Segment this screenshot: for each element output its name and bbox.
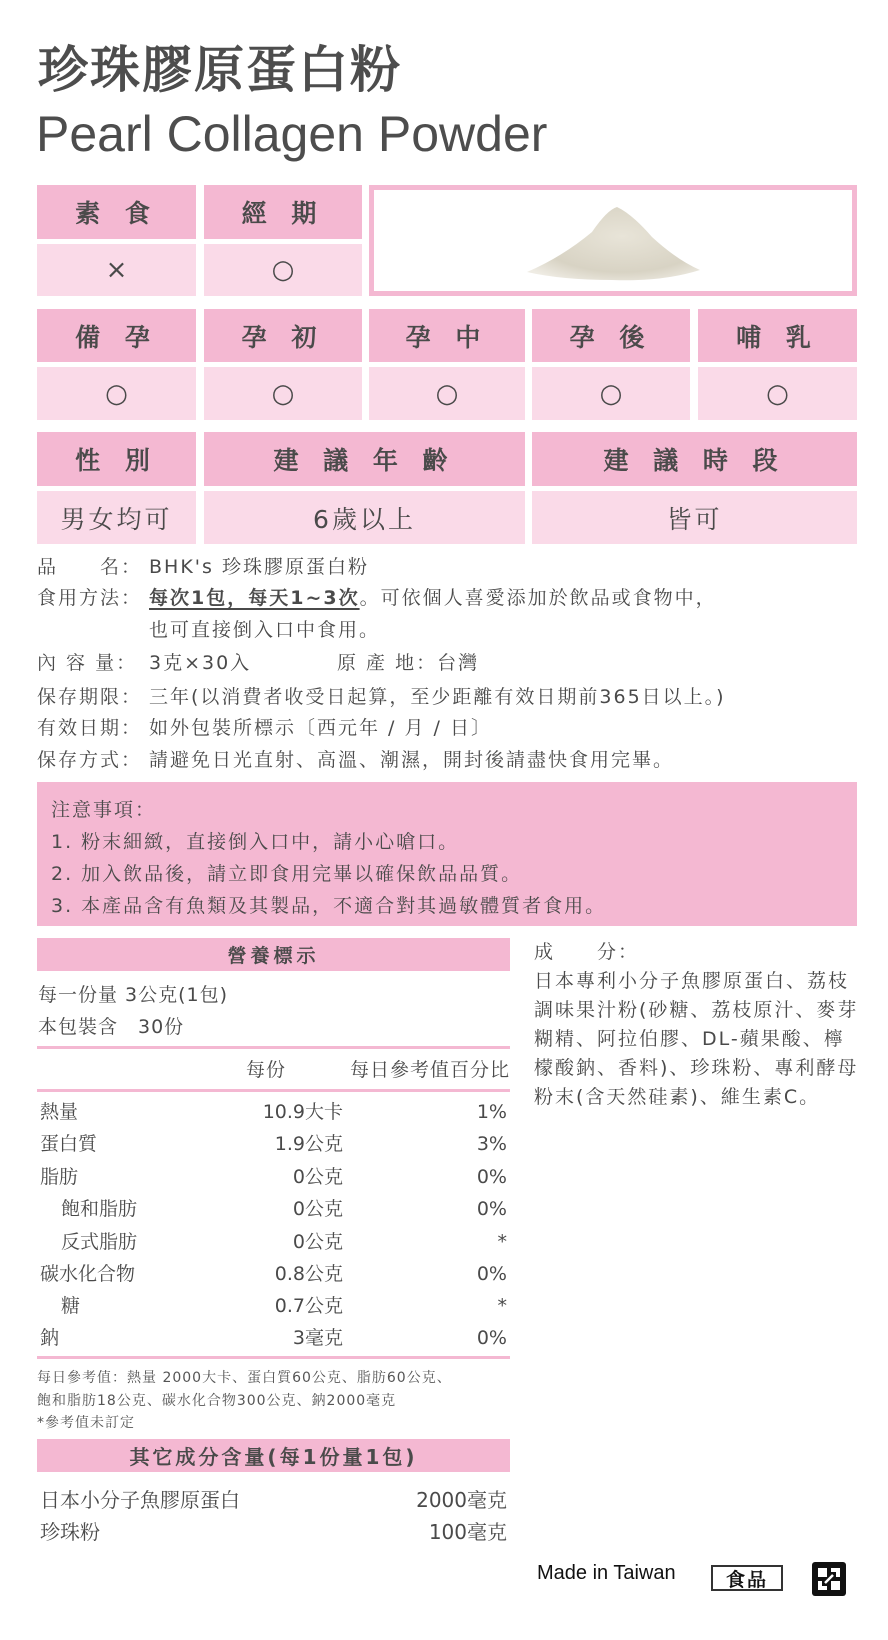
value: 。可依個人喜愛添加於飲品或食物中， (359, 587, 717, 609)
product-image-frame (369, 185, 857, 296)
nutrition-row: 蛋白質 1.9公克 3% (40, 1133, 507, 1155)
daily-value-footnote: *參考值未訂定 (37, 1415, 135, 1431)
label: 品 名： (37, 556, 143, 578)
daily-value-footnote: 飽和脂肪18公克、碳水化合物300公克、鈉2000毫克 (37, 1393, 397, 1409)
label: 食用方法： (37, 587, 143, 609)
header-suggested-time: 建 議 時 段 (532, 432, 857, 486)
label: 原 產 地： (337, 652, 438, 674)
col-daily-value: 每日參考值百分比 (349, 1059, 510, 1081)
ingredients-title: 成 分： (534, 941, 640, 963)
made-in-taiwan: Made in Taiwan (537, 1562, 676, 1584)
info-content (37, 651, 251, 675)
info-product-name (37, 555, 369, 579)
nutrition-row: 飽和脂肪 0公克 0% (61, 1198, 507, 1220)
notice-box (37, 782, 857, 926)
notice-title: 注意事項： (51, 799, 157, 821)
label: 有效日期： (37, 717, 143, 739)
value-suggested-age: 6歲以上 (204, 491, 525, 544)
ingredients-block (534, 938, 859, 1112)
header-pre-pregnancy: 備 孕 (37, 309, 196, 362)
header-vegetarian: 素 食 (37, 185, 196, 239)
value-menstrual: ○ (204, 244, 362, 296)
other-ingredient-row: 珍珠粉 100毫克 (40, 1520, 507, 1544)
nutrition-row: 鈉 3毫克 0% (40, 1327, 507, 1349)
value: 台灣 (437, 652, 480, 674)
info-storage (37, 748, 674, 772)
usage-highlight: 每次1包，每天1~3次 (149, 587, 360, 609)
value-mid-pregnancy: ○ (369, 367, 525, 420)
nutrition-row: 反式脂肪 0公克 * (61, 1231, 507, 1253)
nutrition-row: 糖 0.7公克 * (61, 1295, 507, 1317)
notice-item: 3. 本產品含有魚類及其製品，不適合對其過敏體質者食用。 (51, 895, 607, 917)
other-ingredient-row: 日本小分子魚膠原蛋白 2000毫克 (40, 1488, 507, 1512)
divider (37, 1356, 510, 1359)
header-mid-pregnancy: 孕 中 (369, 309, 525, 362)
nutrition-row: 熱量 10.9大卡 1% (40, 1101, 507, 1123)
servings-per-package: 本包裝含 30份 (38, 1016, 185, 1038)
other-ingredients-title: 其它成分含量(每1份量1包) (37, 1439, 510, 1472)
powder-pile-image (522, 202, 702, 282)
info-expiry (37, 716, 492, 740)
nutrition-row: 碳水化合物 0.8公克 0% (40, 1263, 507, 1285)
header-early-pregnancy: 孕 初 (204, 309, 362, 362)
serving-size: 每一份量 3公克(1包) (38, 984, 229, 1006)
label: 內 容 量： (37, 652, 138, 674)
nutrition-row: 脂肪 0公克 0% (40, 1166, 507, 1188)
value: 3克×30入 (149, 652, 252, 674)
value: 三年(以消費者收受日起算，至少距離有效日期前365日以上。) (149, 686, 726, 708)
ingredients-text: 日本專利小分子魚膠原蛋白、荔枝調味果汁粉(砂糖、荔枝原汁、麥芽糊精、阿拉伯膠、DL-蘋果酸、檸檬酸鈉、香料)、珍珠粉、專利酵母粉末(含天然硅素)、維生素C。 (534, 970, 859, 1108)
header-post-pregnancy: 孕 後 (532, 309, 690, 362)
food-badge: 食品 (711, 1565, 783, 1591)
header-gender: 性 別 (37, 432, 196, 486)
info-shelf-life (37, 685, 726, 709)
value: 請避免日光直射、高溫、潮濕，開封後請盡快食用完畢。 (149, 749, 675, 771)
divider (37, 1089, 510, 1092)
value: 如外包裝所標示〔西元年 / 月 / 日〕 (149, 717, 492, 739)
notice-item: 1. 粉末細緻，直接倒入口中，請小心嗆口。 (51, 831, 460, 853)
value-vegetarian: × (37, 244, 196, 296)
label: 保存方式： (37, 749, 143, 771)
recycle-icon (810, 1560, 848, 1598)
header-suggested-age: 建 議 年 齡 (204, 432, 525, 486)
value-early-pregnancy: ○ (204, 367, 362, 420)
info-usage (37, 586, 717, 610)
nutrition-title: 營養標示 (37, 938, 510, 971)
header-menstrual: 經 期 (204, 185, 362, 239)
daily-value-footnote: 每日參考值：熱量 2000大卡、蛋白質60公克、脂肪60公克、 (37, 1370, 452, 1386)
label: 保存期限： (37, 686, 143, 708)
product-title-zh: 珍珠膠原蛋白粉 (38, 41, 402, 99)
value-post-pregnancy: ○ (532, 367, 690, 420)
col-per-serving: 每份 (246, 1059, 287, 1081)
value-gender: 男女均可 (37, 491, 196, 544)
value-pre-pregnancy: ○ (37, 367, 196, 420)
info-usage-line2: 也可直接倒入口中食用。 (149, 619, 381, 641)
header-breastfeeding: 哺 乳 (698, 309, 857, 362)
notice-item: 2. 加入飲品後，請立即食用完畢以確保飲品品質。 (51, 863, 523, 885)
value-suggested-time: 皆可 (532, 491, 857, 544)
value: BHK's 珍珠膠原蛋白粉 (149, 556, 369, 578)
divider (37, 1046, 510, 1049)
product-title-en: Pearl Collagen Powder (36, 106, 548, 162)
value-breastfeeding: ○ (698, 367, 857, 420)
info-origin (337, 651, 479, 675)
